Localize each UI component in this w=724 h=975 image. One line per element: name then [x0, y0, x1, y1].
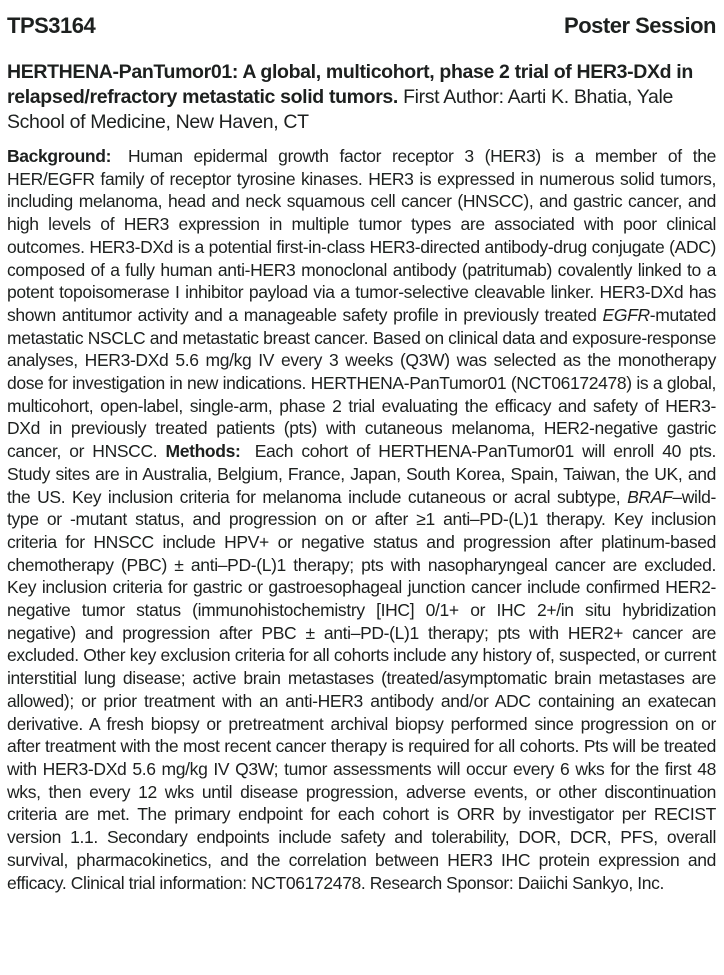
- abstract-body: [7, 145, 716, 894]
- background-section-label: Background:: [7, 146, 112, 166]
- methods-text-part1: Each cohort of HERTHENA-PanTumor01 will enroll 40 pts. Study sites are in Australia, Belgium, France, Japan, South Korea, Spain, Taiwan, the UK, and the US. Key inclusion criteria for melanoma include cutaneous or acral subtype,: [7, 441, 716, 507]
- abstract-title: [7, 60, 716, 135]
- session-type-label: Poster Session: [564, 13, 716, 38]
- methods-text-part2: –wild-type or -mutant status, and progression on or after ≥1 anti–PD-(L)1 therapy. Key inclusion criteria for HNSCC include HPV+ or negative status and progression after platinum-based chemotherapy (PBC) ± anti–PD-(L)1 therapy; pts with nasopharyngeal cancer are excluded. Key inclusion criteria for gastric or gastroesophageal junction cancer include confirmed HER2-negative tumor status (immunohistochemistry [IHC] 0/1+ or IHC 2+/in situ hybridization negative) and progression after PBC ± anti–PD-(L)1 therapy; pts with HER2+ cancer are excluded. Other key exclusion criteria for all cohorts include any history of, suspected, or current interstitial lung disease; active brain metastases (treated/asymptomatic brain metastases are allowed); or prior treatment with an anti-HER3 antibody and/or ADC containing an exatecan derivative. A fresh biopsy or pretreatment archival biopsy performed since progression on or after treatment with the most recent cancer therapy is required for all cohorts. Pts will be treated with HER3-DXd 5.6 mg/kg IV Q3W; tumor assessments will occur every 6 wks for the first 48 wks, then every 12 wks until disease progression, adverse events, or other discontinuation criteria are met. The primary endpoint for each cohort is ORR by investigator per RECIST version 1.1. Secondary endpoints include safety and tolerability, DOR, DCR, PFS, overall survival, pharmacokinetics, and the correlation between HER3 IHC protein expression and efficacy. Clinical trial information: NCT06172478. Research Sponsor: Daiichi Sankyo, Inc.: [7, 486, 716, 893]
- background-text-part1: Human epidermal growth factor receptor 3 (HER3) is a member of the HER/EGFR family of receptor tyrosine kinases. HER3 is expressed in numerous solid tumors, including melanoma, head and neck squamous cell cancer (HNSCC), and gastric cancer, and high levels of HER3 expression in multiple tumor types are associated with poor clinical outcomes. HER3-DXd is a potential first-in-class HER3-directed antibody-drug conjugate (ADC) composed of a fully human anti-HER3 monoclonal antibody (patritumab) covalently linked to a potent topoisomerase I inhibitor payload via a tumor-selective cleavable linker. HER3-DXd has shown antitumor activity and a manageable safety profile in previously treated: [7, 146, 716, 325]
- abstract-header: [7, 13, 716, 39]
- abstract-number: TPS3164: [7, 13, 96, 38]
- gene-braf-italic: BRAF: [627, 486, 673, 507]
- methods-section-label: Methods:: [165, 441, 241, 462]
- gene-egfr-italic: EGFR: [602, 304, 650, 325]
- abstract-title-text: HERTHENA-PanTumor01: A global, multicohort, phase 2 trial of HER3-DXd in relapsed/refractory metastatic solid tumors.: [7, 61, 693, 108]
- first-author-text: First Author: Aarti K. Bhatia, Yale School of Medicine, New Haven, CT: [7, 86, 673, 133]
- background-text-part2: -mutated metastatic NSCLC and metastatic breast cancer. Based on clinical data and exposure-response analyses, HER3-DXd 5.6 mg/kg IV every 3 weeks (Q3W) was selected as the monotherapy dose for investigation in new indications. HERTHENA-PanTumor01 (NCT06172478) is a global, multicohort, open-label, single-arm, phase 2 trial evaluating the efficacy and safety of HER3-DXd in previously treated patients (pts) with cutaneous melanoma, HER2-negative gastric cancer, or HNSCC.: [7, 304, 716, 462]
